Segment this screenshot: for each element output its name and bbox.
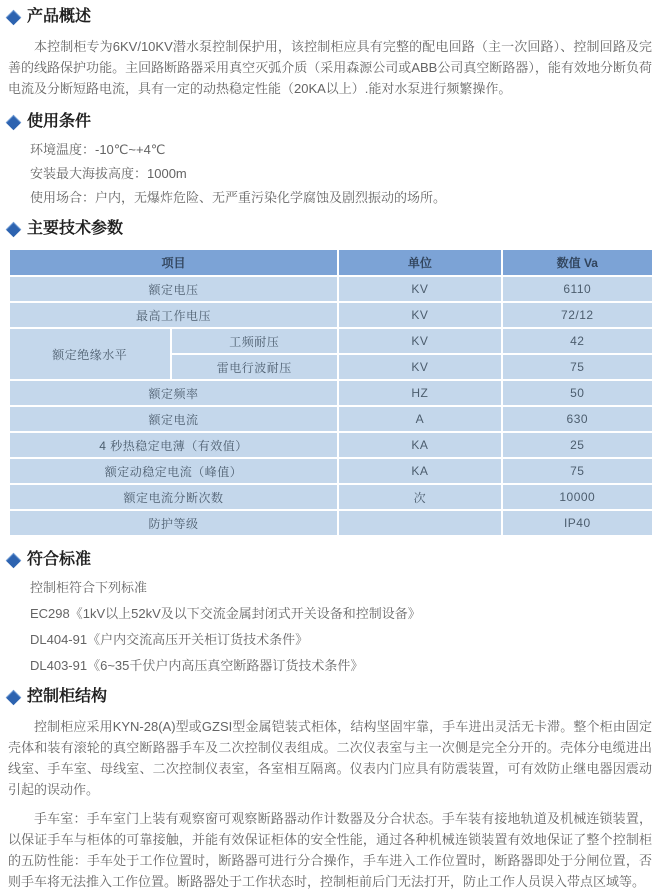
section-heading-structure <box>8 686 652 708</box>
section-standards <box>8 549 652 674</box>
column-header-value: 数值 Va <box>503 250 652 275</box>
section-structure <box>8 686 652 892</box>
cell-unit: KA <box>339 459 501 483</box>
section-title: 控制柜结构 <box>27 688 108 705</box>
section-title: 主要技术参数 <box>27 220 124 237</box>
condition-item: 使用场合：户内，无爆炸危险、无严重污染化学腐蚀及剧烈振动的场所。 <box>30 190 447 205</box>
section-heading-conditions <box>8 111 652 133</box>
table-row <box>10 303 652 327</box>
diamond-icon <box>6 689 22 705</box>
cell-item-group: 额定绝缘水平 <box>10 329 170 379</box>
cell-item: 雷电行波耐压 <box>172 355 338 379</box>
table-row <box>10 433 652 457</box>
table-row <box>10 277 652 301</box>
cell-value: 25 <box>503 433 652 457</box>
cell-value: 72/12 <box>503 303 652 327</box>
cell-value: 6110 <box>503 277 652 301</box>
cell-unit: KV <box>339 329 501 353</box>
cell-value: 75 <box>503 459 652 483</box>
diamond-icon <box>6 114 22 130</box>
table-row <box>10 485 652 509</box>
table-row <box>10 381 652 405</box>
standard-item: 控制柜符合下列标准 <box>30 580 148 595</box>
cell-unit: KV <box>339 277 501 301</box>
section-heading-standards <box>8 549 652 571</box>
cell-item: 4 秒热稳定电薄（有效值） <box>10 433 337 457</box>
section-conditions <box>8 111 652 206</box>
cell-value: IP40 <box>503 511 652 535</box>
cell-item: 工频耐压 <box>172 329 338 353</box>
section-title: 使用条件 <box>27 113 92 130</box>
section-heading-overview <box>8 6 652 28</box>
cell-unit: KV <box>339 303 501 327</box>
section-parameters <box>8 218 652 537</box>
standard-item: DL403-91《6~35千伏户内高压真空断路器订货技术条件》 <box>30 658 364 673</box>
cell-item: 防护等级 <box>10 511 337 535</box>
cell-item: 额定电流分断次数 <box>10 485 337 509</box>
section-title: 符合标准 <box>27 551 92 568</box>
cell-item: 额定频率 <box>10 381 337 405</box>
cell-unit: HZ <box>339 381 501 405</box>
table-row <box>10 407 652 431</box>
cell-item: 额定电压 <box>10 277 337 301</box>
column-header-item: 项目 <box>10 250 337 275</box>
standard-item: EC298《1kV以上52kV及以下交流金属封闭式开关设备和控制设备》 <box>30 606 421 621</box>
condition-item: 安装最大海拔高度：1000m <box>30 166 187 181</box>
overview-paragraph: 本控制柜专为6KV/10KV潜水泵控制保护用，该控制柜应具有完整的配电回路（主一次回路）、控制回路及完善的线路保护功能。主回路断路器采用真空灭弧介质（采用森源公司或ABB公司真空断路器），能有效地分断负荷电流及分断短路电流，具有一定的动热稳定性能（20KA以上）.能对水泵进行频繁操作。 <box>8 39 652 96</box>
table-row <box>10 511 652 535</box>
column-header-unit: 单位 <box>339 250 501 275</box>
cell-item: 最高工作电压 <box>10 303 337 327</box>
cell-value: 630 <box>503 407 652 431</box>
condition-item: 环境温度：-10℃~+4℃ <box>30 142 166 157</box>
structure-paragraph: 控制柜应采用KYN-28(A)型或GZSI型金属铠装式柜体，结构坚固牢靠，手车进出灵活无卡滞。整个柜由固定壳体和装有滚轮的真空断路器手车及二次控制仪表组成。二次仪表室与主一次侧是完全分开的。壳体分电缆进出线室、手车室、母线室、二次控制仪表室，各室相互隔离。仪表内门应具有防震装置，可有效防止继电器因震动引起的误动作。 <box>8 719 652 797</box>
structure-paragraph: 手车室：手车室门上装有观察窗可观察断路器动作计数器及分合状态。手车装有接地轨道及机械连锁装置，以保证手车与柜体的可靠接触，并能有效保证柜体的安全性能，通过各种机械连锁装置有效地保证了整个控制柜的五防性能：手车处于工作位置时，断路器可进行分合操作，手车进入工作位置时，断路器即处于分闸位置，否则手车将无法推入工作位置。断路器处于工作状态时，控制柜前后门无法打开，防止工作人员误入带点区域等。 <box>8 811 652 889</box>
cell-value: 75 <box>503 355 652 379</box>
section-title: 产品概述 <box>27 8 92 25</box>
diamond-icon <box>6 552 22 568</box>
section-overview <box>8 6 652 99</box>
cell-unit: A <box>339 407 501 431</box>
diamond-icon <box>6 221 22 237</box>
diamond-icon <box>6 9 22 25</box>
table-row <box>10 329 652 353</box>
cell-unit <box>339 511 501 535</box>
cell-value: 50 <box>503 381 652 405</box>
table-header-row <box>10 250 652 275</box>
cell-item: 额定动稳定电流（峰值） <box>10 459 337 483</box>
cell-unit: 次 <box>339 485 501 509</box>
parameters-table <box>8 248 654 537</box>
cell-unit: KA <box>339 433 501 457</box>
table-row <box>10 459 652 483</box>
cell-value: 42 <box>503 329 652 353</box>
cell-item: 额定电流 <box>10 407 337 431</box>
cell-unit: KV <box>339 355 501 379</box>
standard-item: DL404-91《户内交流高压开关柜订货技术条件》 <box>30 632 309 647</box>
cell-value: 10000 <box>503 485 652 509</box>
section-heading-parameters <box>8 218 652 240</box>
